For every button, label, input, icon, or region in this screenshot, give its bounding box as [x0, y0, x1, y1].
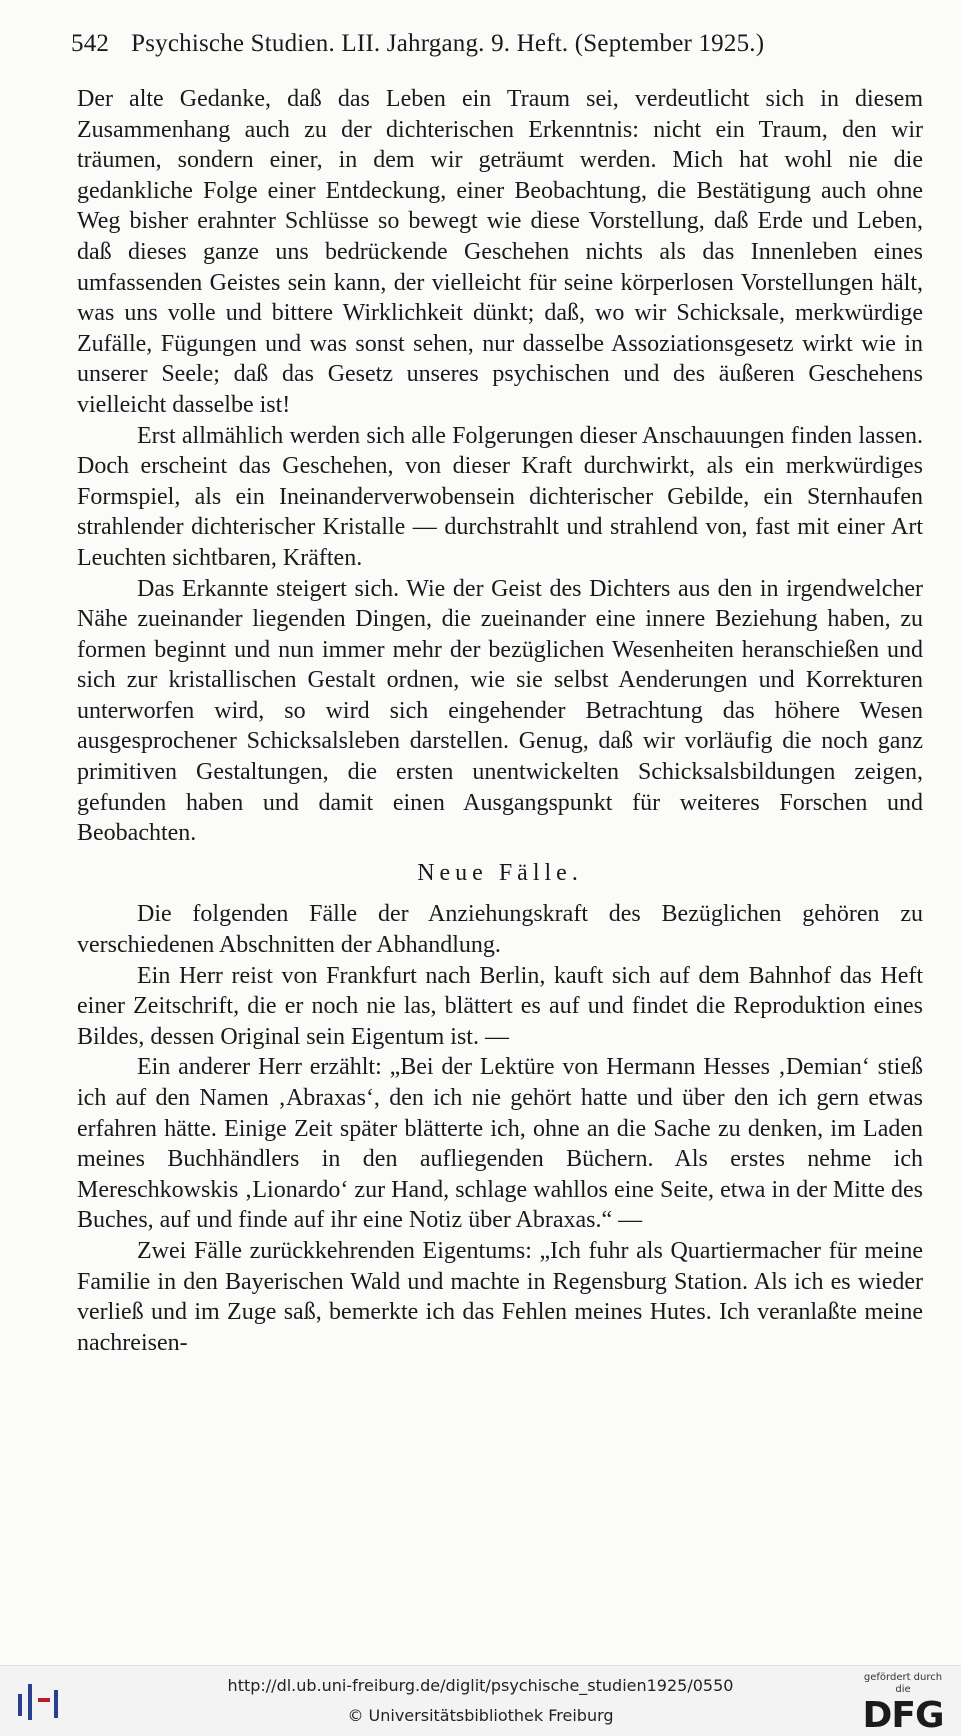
paragraph: Zwei Fälle zurückkehrenden Eigentums: „Ich fuhr als Quartiermacher für meine Familie in den Bayerischen Wald und machte in Regensburg Station. Als ich es wieder verließ und im Zuge saß, bemerkte ich das Fehlen meines Hutes. Ich veranlaßte meine nachreisen- [77, 1237, 923, 1356]
viewer-footer [0, 1665, 961, 1736]
paragraph: Ein anderer Herr erzählt: „Bei der Lektüre von Hermann Hesses ‚Demian‘ stieß ich auf den Namen ‚Abraxas‘, den ich nie gehört hatte und über den ich gern etwas erfahren hätte. Einige Zeit später blätterte ich, ohne an die Sache zu denken, im Laden meines Buchhändlers in den aufliegenden Büchern. Als erstes nehme ich Mereschkowskis ‚Lionardo‘ zur Hand, schlage wahllos eine Seite, etwa in der Mitte des Buches, auf und finde auf ihr eine Notiz über Abraxas.“ — [77, 1054, 923, 1234]
running-header [71, 30, 851, 58]
paragraph: Ein Herr reist von Frankfurt nach Berlin, kauft sich auf dem Bahnhof das Heft einer Zeitschrift, die er noch nie las, blättert es auf und findet die Reproduktion eines Bildes, dessen Original sein Eigentum ist. — [77, 962, 923, 1050]
funding-caption: gefördert durch die [863, 1672, 943, 1695]
paragraph: Erst allmählich werden sich alle Folgerungen dieser Anschauungen finden lassen. Doch erscheint das Geschehen, von dieser Kraft durchwirkt, als ein merkwürdiges Formspiel, als ein Ineinanderverwobensein dichterischer Gebilde, ein Sternhaufen strahlender dichterischer Kristalle — durchstrahlt und strahlend von, fast mit einer Art Leuchten sichtbaren, Kräften. [77, 422, 923, 571]
section-heading: Neue Fälle. [417, 859, 583, 886]
dfg-logo-icon: DFG [862, 1695, 944, 1736]
paragraph: Der alte Gedanke, daß das Leben ein Traum sei, verdeutlicht sich in diesem Zusammenhang auch zu der dichterischen Erkenntnis: nicht ein Traum, den wir träumen, sondern einer, in dem wir geträumt werden. Mich hat wohl nie die gedankliche Folge einer Entdeckung, einer Beobachtung, die Bestätigung auch ohne Weg bisher erahnter Schlüsse so bewegt wie diese Vorstellung, daß Erde und Leben, daß dieses ganze uns bedrückende Geschehen nichts als das Innenleben eines umfassenden Geistes sein kann, der vielleicht für seine körperlosen Vorstellungen hält, was uns volle und bittere Wirklichkeit dünkt; daß, wo wir Schicksale, merkwürdige Zufälle, Fügungen und was sonst sehen, nur dasselbe Assoziationsgesetz wirkt wie in unserer Seele; daß das Gesetz unseres psychischen und des äußeren Geschehens vielleicht dasselbe ist! [77, 86, 923, 418]
paragraph: Das Erkannte steigert sich. Wie der Geist des Dichters aus den in irgendwelcher Nähe zueinander liegenden Dingen, die zueinander eine innere Beziehung haben, zu formen beginnt und nun immer mehr der bezüglichen Wesenheiten heranschießen und sich zur kristallischen Gestalt ordnen, wie sie selbst Aenderungen und Korrekturen unterworfen wird, so wird sich eingehender Betrachtung das höhere Wesen ausgesprochener Schicksalsleben darstellen. Genug, daß wir vorläufig die noch ganz primitiven Gestaltungen, die ersten unentwickelten Schicksalsbildungen zeigen, gefunden haben und damit einen Ausgangspunkt für weiteres Forschen und Beobachten. [77, 575, 923, 847]
copyright-notice: © Universitätsbibliothek Freiburg [347, 1706, 614, 1725]
page-number: 542 [71, 30, 110, 57]
permalink-url[interactable]: http://dl.ub.uni-freiburg.de/diglit/psychische_studien1925/0550 [227, 1676, 734, 1695]
article-body [77, 84, 923, 1358]
running-title: Psychische Studien. LII. Jahrgang. 9. Heft. (September 1925.) [131, 30, 765, 57]
dfg-funding-logo [855, 1672, 951, 1736]
paragraph: Die folgenden Fälle der Anziehungskraft des Bezüglichen gehören zu verschiedenen Abschnitten der Abhandlung. [77, 901, 923, 959]
